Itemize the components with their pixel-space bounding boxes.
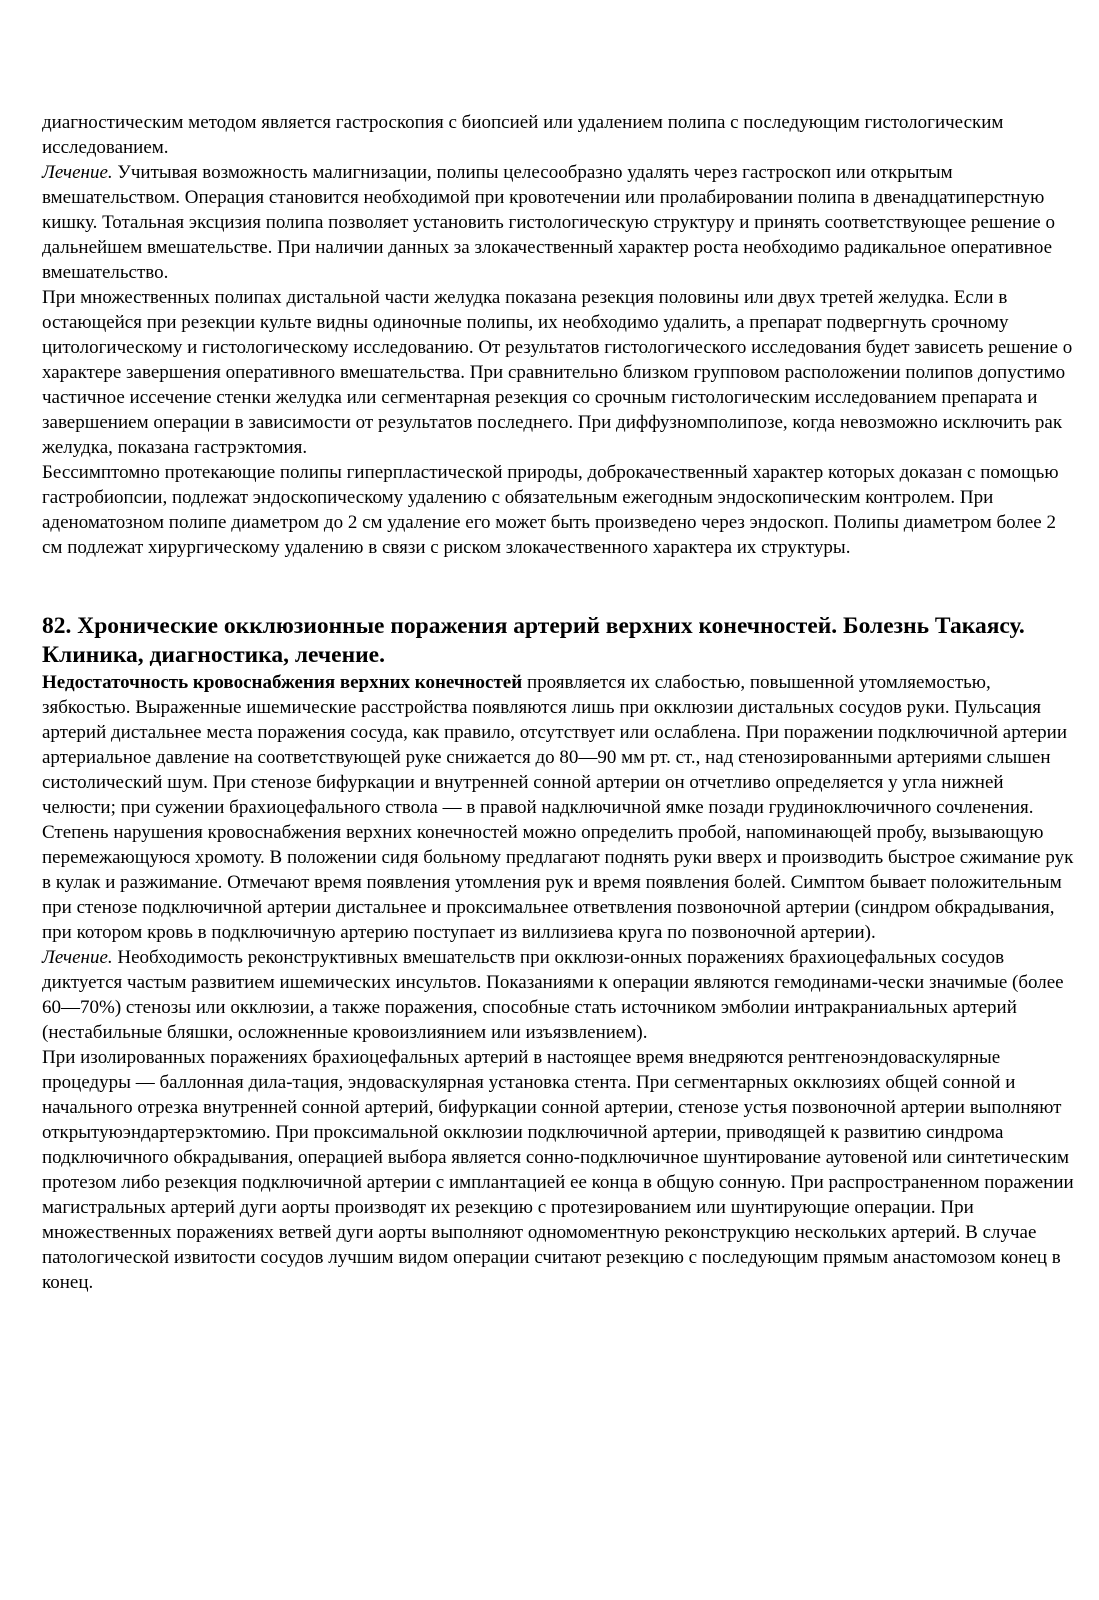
paragraph-text: диагностическим методом является гастроскопия с биопсией или удалением полипа с последующим гистологическим исследованием. (42, 112, 1004, 158)
paragraph-isolated-lesions (42, 1045, 1075, 1295)
paragraph-treatment-arteries (42, 945, 1075, 1045)
section-heading: 82. Хронические окклюзионные поражения артерий верхних конечностей. Болезнь Такаясу. Клиника, диагностика, лечение. (42, 613, 1025, 668)
paragraph-treatment-polyps (42, 160, 1075, 285)
paragraph-text: Необходимость реконструктивных вмешательств при окклюзи-онных поражениях брахиоцефальных сосудов диктуется частым развитием ишемических инсультов. Показаниями к операции являются гемодинами-чески значимые (более 60—70%) стенозы или окклюзии, а также поражения, способные стать источником эмболии интракраниальных артерий (нестабильные бляшки, осложненные кровоизлиянием или изъязвлением). (42, 947, 1064, 1043)
treatment-label: Лечение. (42, 947, 113, 968)
bold-term: Недостаточность кровоснабжения верхних конечностей (42, 672, 523, 693)
paragraph-text: проявляется их слабостью, повышенной утомляемостью, зябкостью. Выраженные ишемические расстройства появляются лишь при окклюзии дистальных сосудов руки. Пульсация артерий дистальнее места поражения сосуда, как правило, отсутствует или ослаблена. При поражении подключичной артерии артериальное давление на соответствующей руке снижается до 80—90 мм рт. ст., над стенозированными артериями слышен систолический шум. При стенозе бифуркации и внутренней сонной артерии он отчетливо определяется у угла нижней челюсти; при сужении брахиоцефального ствола — в правой надключичной ямке позади грудиноключичного сочленения. Степень нарушения кровоснабжения верхних конечностей можно определить пробой, напоминающей пробу, вызывающую перемежающуюся хромоту. В положении сидя больному предлагают поднять руки вверх и производить быстрое сжимание рук в кулак и разжимание. Отмечают время появления утомления рук и время появления болей. Симптом бывает положительным при стенозе подключичной артерии дистальнее и проксимальнее ответвления позвоночной артерии (синдром обкрадывания, при котором кровь в подключичную артерию поступает из виллизиева круга по позвоночной артерии). (42, 672, 1074, 943)
paragraph-text: При изолированных поражениях брахиоцефальных артерий в настоящее время внедряются рентгеноэндоваскулярные процедуры — баллонная дила-тация, эндоваскулярная установка стента. При сегментарных окклюзиях общей сонной и начального отрезка внутренней сонной артерий, бифуркации сонной артерии, стенозе устья позвоночной артерии выполняют открытуюэндартерэктомию. При проксимальной окклюзии подключичной артерии, приводящей к развитию синдрома подключичного обкрадывания, операцией выбора является сонно-подключичное шунтирование аутовеной или синтетическим протезом либо резекция подключичной артерии с имплантацией ее конца в общую сонную. При распространенном поражении магистральных артерий дуги аорты производят их резекцию с протезированием или шунтирующие операции. При множественных поражениях ветвей дуги аорты выполняют одномоментную реконструкцию нескольких артерий. В случае патологической извитости сосудов лучшим видом операции считают резекцию с последующим прямым анастомозом конец в конец. (42, 1047, 1074, 1293)
treatment-label: Лечение. (42, 162, 113, 183)
paragraph-insufficiency (42, 670, 1075, 945)
paragraph-diagnostics (42, 110, 1075, 160)
paragraph-text: Бессимптомно протекающие полипы гиперпластической природы, доброкачественный характер которых доказан с помощью гастробиопсии, подлежат эндоскопическому удалению с обязательным ежегодным эндоскопическим контролем. При аденоматозном полипе диаметром до 2 см удаление его может быть произведено через эндоскоп. Полипы диаметром более 2 см подлежат хирургическому удалению в связи с риском злокачественного характера их структуры. (42, 462, 1059, 558)
paragraph-multiple-polyps (42, 285, 1075, 460)
paragraph-asymptomatic-polyps (42, 460, 1075, 560)
paragraph-text: Учитывая возможность малигнизации, полипы целесообразно удалять через гастроскоп или открытым вмешательством. Операция становится необходимой при кровотечении или пролабировании полипа в двенадцатиперстную кишку. Тотальная эксцизия полипа позволяет установить гистологическую структуру и принять соответствующее решение о дальнейшем вмешательстве. При наличии данных за злокачественный характер роста необходимо радикальное оперативное вмешательство. (42, 162, 1055, 283)
paragraph-text: При множественных полипах дистальной части желудка показана резекция половины или двух третей желудка. Если в остающейся при резекции культе видны одиночные полипы, их необходимо удалить, а препарат подвергнуть срочному цитологическому и гистологическому исследованию. От результатов гистологического исследования будет зависеть решение о характере завершения оперативного вмешательства. При сравнительно близком групповом расположении полипов допустимо частичное иссечение стенки желудка или сегментарная резекция со срочным гистологическим исследованием препарата и завершением операции в зависимости от результатов последнего. При диффузномполипозе, когда невозможно исключить рак желудка, показана гастрэктомия. (42, 287, 1073, 458)
